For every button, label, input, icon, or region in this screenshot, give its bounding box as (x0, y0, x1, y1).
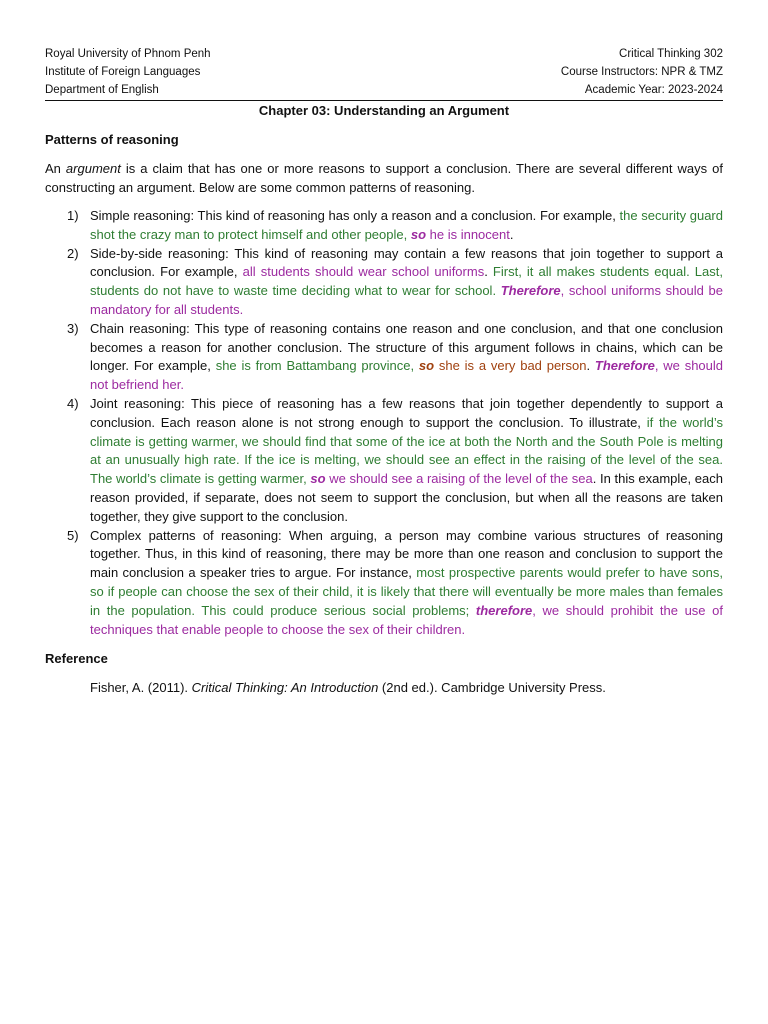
pattern-number: 1) (67, 208, 79, 223)
section-title: Patterns of reasoning (45, 132, 179, 147)
pattern-item (45, 320, 723, 395)
pattern-text-segment: . In this example, each reason provided, if separate, does not seem to support the conclusion, but when all the reasons are taken together, they give support to the conclusion. (90, 471, 723, 524)
pattern-text-segment: . (484, 264, 493, 280)
pattern-text-segment: . (586, 358, 595, 374)
intro-paragraph (45, 159, 723, 197)
pattern-text-segment: Chain reasoning: This type of reasoning contains one reason and one conclusion, and that one conclusion becomes a reason for another conclusion. The structure of this argument follows in chains, which can be longer. For example, (90, 320, 723, 374)
pattern-text-segment: we should see a raising of the level of the sea (325, 471, 593, 487)
pattern-text-segment: , we should prohibit the use of techniques that enable people to choose the sex of their children. (90, 602, 723, 637)
reference-book-title: Critical Thinking: An Introduction (191, 680, 379, 696)
chapter-title: Chapter 03: Understanding an Argument (258, 103, 510, 118)
pattern-text-segment: so (418, 358, 435, 374)
pattern-text (90, 395, 723, 527)
pattern-text-segment: . (509, 226, 514, 242)
reference-post: (2nd ed.). Cambridge University Press. (378, 680, 606, 696)
pattern-text (90, 527, 723, 640)
patterns-list (45, 207, 723, 639)
university-name: Royal University of Phnom Penh (45, 48, 211, 60)
pattern-text-segment: Side-by-side reasoning: This kind of reasoning may contain a few reasons that join together to support a conclusion. For example, (90, 245, 723, 280)
pattern-text (90, 320, 723, 395)
pattern-text-segment: so (310, 471, 326, 487)
pattern-text (90, 207, 723, 245)
pattern-text-segment: so (410, 226, 427, 242)
pattern-number: 5) (67, 527, 79, 543)
pattern-text-segment: all students should wear school uniforms (242, 264, 485, 280)
pattern-text-segment: the security guard shot the crazy man to protect himself and other people, (90, 208, 723, 242)
course-name: Critical Thinking 302 (619, 48, 723, 60)
pattern-text-segment: she is a very bad person (434, 358, 587, 374)
pattern-text-segment: , school uniforms should be mandatory for all students. (90, 283, 723, 317)
academic-year: Academic Year: 2023-2024 (584, 84, 723, 96)
header-left (45, 45, 211, 99)
pattern-text-segment: , we should not befriend her. (90, 358, 723, 393)
reference-entry (90, 678, 723, 697)
reference-title: Reference (45, 651, 108, 667)
pattern-item (45, 207, 723, 245)
pattern-item (45, 527, 723, 640)
pattern-text (90, 245, 723, 320)
header-right (561, 45, 723, 99)
page-header (45, 45, 723, 101)
pattern-text-segment: Simple reasoning: This kind of reasoning has only a reason and a conclusion. For example, (90, 208, 620, 223)
pattern-number: 4) (67, 395, 79, 411)
institute-name: Institute of Foreign Languages (45, 66, 201, 78)
pattern-text-segment: First, it all makes students equal. Last, students do not have to waste time deciding what to wear for school. (90, 264, 723, 299)
department-name: Department of English (45, 84, 159, 96)
pattern-text-segment: Therefore (500, 283, 561, 299)
pattern-text-segment: he is innocent (426, 226, 510, 242)
intro-post: is a claim that has one or more reasons to support a conclusion. There are several different ways of constructing an argument. Below are some common patterns of reasoning. (45, 161, 723, 195)
pattern-text-segment: she is from Battambang province, (215, 358, 419, 374)
intro-em: argument (65, 161, 121, 176)
document-page (45, 45, 723, 697)
pattern-text-segment: Therefore (594, 358, 655, 374)
intro-pre: An (45, 161, 66, 176)
pattern-text-segment: most prospective parents would prefer to have sons, so if people can choose the sex of their child, it is likely that there will eventually be more males than females in the population. This could produce serious social problems; (90, 565, 723, 618)
pattern-text-segment: Joint reasoning: This piece of reasoning has a few reasons that join together dependently to support a conclusion. Each reason alone is not strong enough to support the conclusion. To illustrate, (90, 395, 723, 430)
pattern-item (45, 395, 723, 527)
pattern-text-segment: if the world’s climate is getting warmer, we should find that some of the ice at both the North and the South Pole is melting at an unusually high rate. If the ice is melting, we should see an effect in the raising of the level of the sea. The world’s climate is getting warmer, (90, 414, 724, 487)
pattern-text-segment: Complex patterns of reasoning: When arguing, a person may combine various structures of reasoning together. Thus, in this kind of reasoning, there may be more than one reason and conclusion to support the main conclusion a speaker tries to argue. For instance, (90, 527, 723, 581)
pattern-number: 2) (67, 245, 79, 261)
course-instructors: Course Instructors: NPR & TMZ (560, 66, 723, 78)
pattern-item (45, 245, 723, 320)
pattern-number: 3) (67, 320, 79, 336)
reference-pre: Fisher, A. (2011). (90, 680, 192, 696)
pattern-text-segment: therefore (475, 602, 533, 618)
